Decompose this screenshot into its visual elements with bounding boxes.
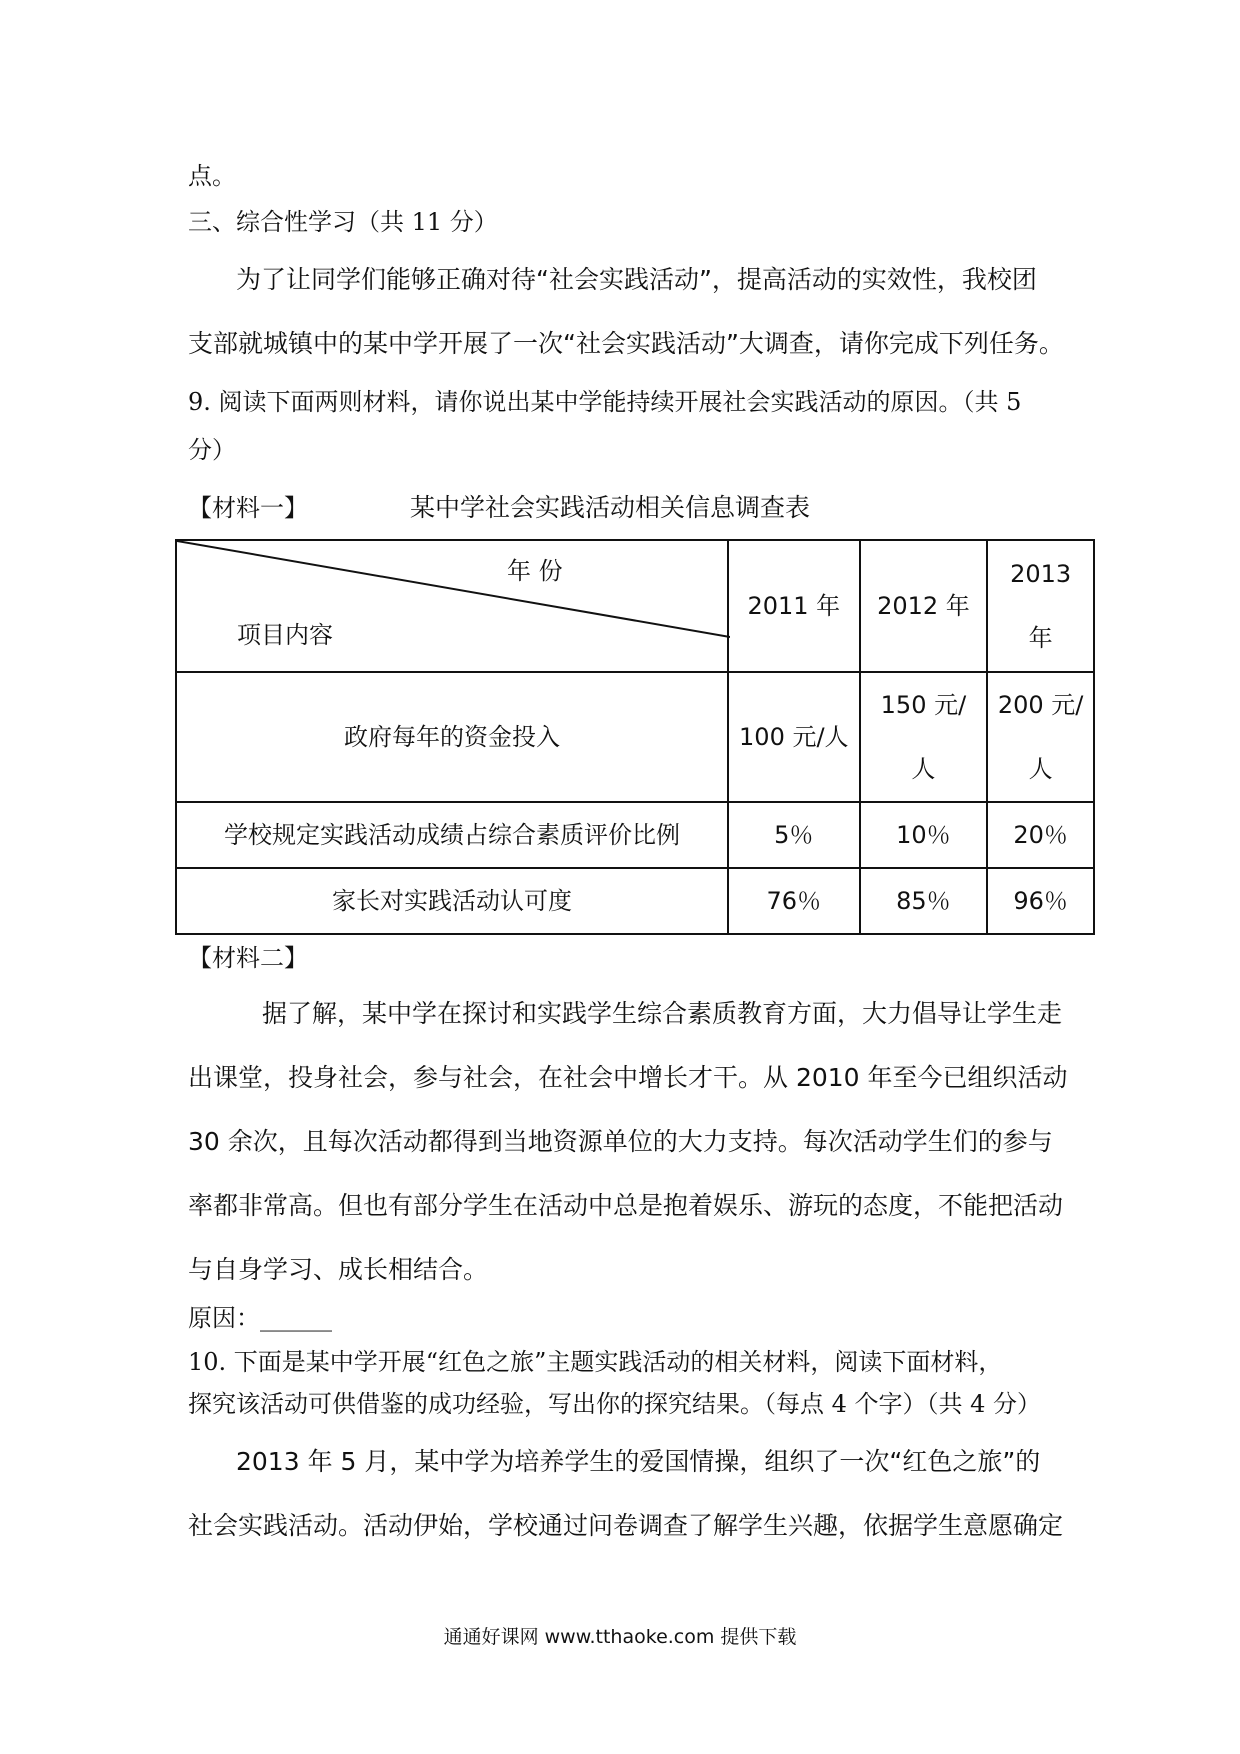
paragraph-line: 出课堂，投身社会，参与社会，在社会中增长才干。从 2010 年至今已组织活动 (188, 1063, 1068, 1092)
paragraph-line: 30 余次，且每次活动都得到当地资源单位的大力支持。每次活动学生们的参与 (188, 1127, 1053, 1156)
funding-2012-line1: 150 元/ (880, 691, 967, 719)
year-2012: 2012 年 (860, 540, 988, 672)
ratio-2012: 10％ (860, 802, 988, 868)
question-9: 9. 阅读下面两则材料，请你说出某中学能持续开展社会实践活动的原因。（共 5 (188, 388, 1022, 416)
section-heading: 三、综合性学习（共 11 分） (188, 208, 498, 236)
material-one-tag: 【材料一】 (188, 494, 308, 522)
material-two-tag: 【材料二】 (188, 944, 308, 972)
paragraph-line: 据了解，某中学在探讨和实践学生综合素质教育方面，大力倡导让学生走 (262, 999, 1063, 1028)
row-label-approval: 家长对实践活动认可度 (176, 868, 728, 934)
year-header-label: 年 份 (507, 557, 563, 585)
funding-2011: 100 元/人 (728, 672, 860, 802)
year-2013 (987, 540, 1094, 672)
funding-2013-line1: 200 元/ (997, 691, 1084, 719)
ratio-2011: 5％ (728, 802, 860, 868)
corner-header (176, 540, 728, 672)
approval-2011: 76％ (728, 868, 860, 934)
question-10: 10. 下面是某中学开展“红色之旅”主题实践活动的相关材料，阅读下面材料， (188, 1348, 1003, 1376)
funding-2013-line2: 人 (1028, 755, 1053, 783)
paragraph-line: 为了让同学们能够正确对待“社会实践活动”，提高活动的实效性，我校团 (236, 265, 1037, 294)
row-label-ratio: 学校规定实践活动成绩占综合素质评价比例 (176, 802, 728, 868)
item-header-label: 项目内容 (237, 621, 333, 649)
ratio-2013: 20％ (987, 802, 1094, 868)
funding-2012-line2: 人 (911, 755, 936, 783)
paragraph-line: 与自身学习、成长相结合。 (188, 1255, 489, 1284)
answer-blank: 原因：______ (188, 1304, 332, 1332)
survey-table (175, 539, 1095, 935)
year-2013-line1: 2013 (1010, 560, 1072, 588)
footer-watermark: 通通好课网 www.tthaoke.com 提供下载 (443, 1626, 797, 1648)
approval-2013: 96％ (987, 868, 1094, 934)
funding-2012 (860, 672, 988, 802)
row-label-funding: 政府每年的资金投入 (176, 672, 728, 802)
paragraph-line: 2013 年 5 月，某中学为培养学生的爱国情操，组织了一次“红色之旅”的 (236, 1447, 1041, 1476)
table-title: 某中学社会实践活动相关信息调查表 (410, 493, 811, 522)
year-2013-line2: 年 (1028, 624, 1053, 652)
question-10-cont: 探究该活动可供借鉴的成功经验，写出你的探究结果。（每点 4 个字）（共 4 分） (188, 1390, 1042, 1418)
year-2011: 2011 年 (728, 540, 860, 672)
paragraph-line: 社会实践活动。活动伊始，学校通过问卷调查了解学生兴趣，依据学生意愿确定 (188, 1511, 1064, 1540)
paragraph-line: 支部就城镇中的某中学开展了一次“社会实践活动”大调查，请你完成下列任务。 (188, 329, 1064, 358)
approval-2012: 85％ (860, 868, 988, 934)
question-9-cont: 分） (188, 436, 236, 464)
funding-2013 (987, 672, 1094, 802)
paragraph-line: 率都非常高。但也有部分学生在活动中总是抱着娱乐、游玩的态度，不能把活动 (188, 1191, 1064, 1220)
text-line: 点。 (188, 162, 236, 190)
